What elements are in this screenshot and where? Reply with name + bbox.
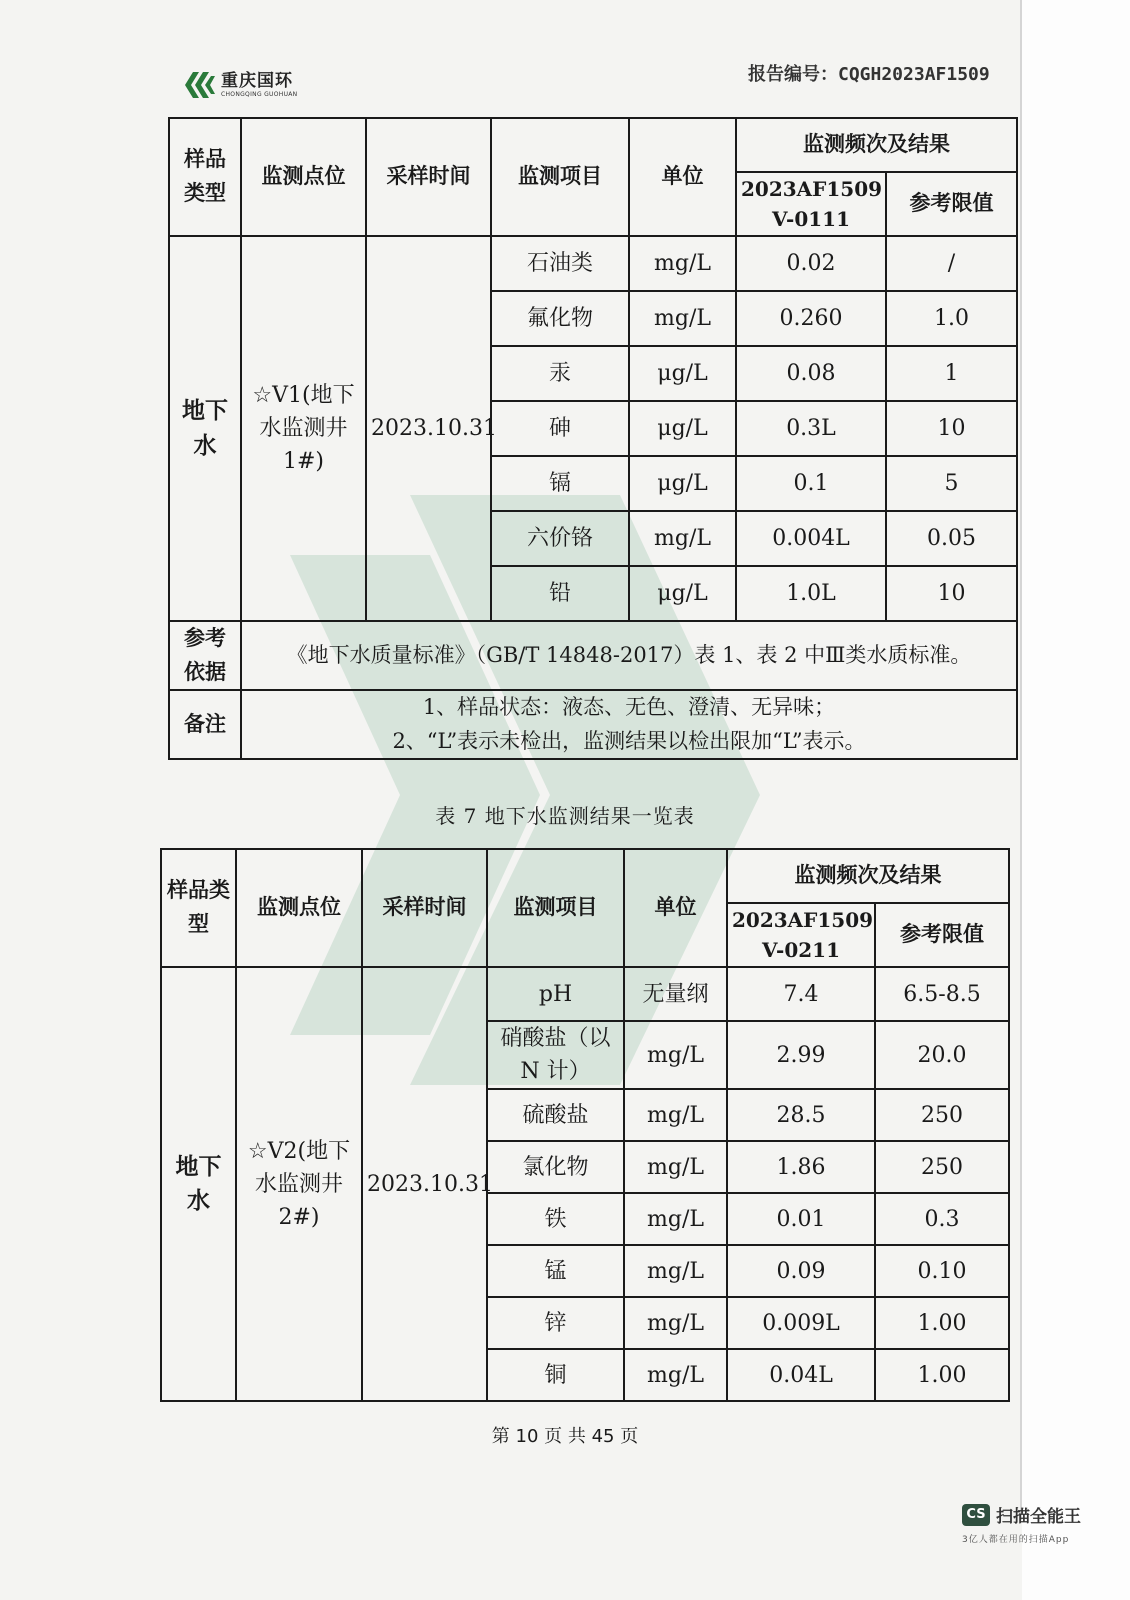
value-cell: 0.09 [727, 1245, 875, 1297]
item-cell: 铁 [487, 1193, 624, 1245]
remark-text [241, 690, 1017, 759]
item-cell: 锰 [487, 1245, 624, 1297]
unit-cell: mg/L [624, 1349, 727, 1401]
location-cell: ☆V2(地下水监测井2#) [236, 967, 362, 1401]
value-cell: 0.08 [736, 346, 886, 401]
scanner-watermark [962, 1502, 1081, 1527]
item-cell: 锌 [487, 1297, 624, 1349]
header-sample-type: 样品类型 [169, 118, 241, 236]
header-location: 监测点位 [241, 118, 366, 236]
item-cell: pH [487, 967, 624, 1021]
table-caption: 表 7 地下水监测结果一览表 [435, 804, 695, 828]
value-cell: 0.1 [736, 456, 886, 511]
header-item: 监测项目 [487, 849, 624, 967]
report-number-label: 报告编号： [748, 64, 838, 85]
item-cell: 汞 [491, 346, 629, 401]
unit-cell: mg/L [629, 511, 736, 566]
unit-cell: μg/L [629, 346, 736, 401]
unit-cell: mg/L [624, 1245, 727, 1297]
results-table-2 [160, 848, 1010, 1402]
limit-cell: 1.00 [875, 1349, 1009, 1401]
value-cell: 0.009L [727, 1297, 875, 1349]
limit-cell: 250 [875, 1089, 1009, 1141]
limit-cell: 0.3 [875, 1193, 1009, 1245]
company-logo [185, 72, 297, 98]
report-number-value: CQGH2023AF1509 [838, 64, 990, 85]
limit-cell: 6.5-8.5 [875, 967, 1009, 1021]
unit-cell: mg/L [629, 236, 736, 291]
limit-cell: 20.0 [875, 1021, 1009, 1089]
value-cell: 1.86 [727, 1141, 875, 1193]
header-sample-id: 2023AF1509 V-0211 [727, 903, 875, 967]
sample-type-cell: 地下水 [169, 236, 241, 621]
item-cell: 铜 [487, 1349, 624, 1401]
header-limit: 参考限值 [875, 903, 1009, 967]
value-cell: 0.3L [736, 401, 886, 456]
unit-cell: mg/L [624, 1193, 727, 1245]
results-table-1 [168, 117, 1018, 760]
sample-type-cell: 地下水 [161, 967, 236, 1401]
limit-cell: 10 [886, 401, 1017, 456]
limit-cell: 0.05 [886, 511, 1017, 566]
company-logo-icon [185, 72, 215, 98]
remark-line-1: 1、样品状态：液态、无色、澄清、无异味； [422, 695, 836, 720]
item-cell: 镉 [491, 456, 629, 511]
item-cell: 石油类 [491, 236, 629, 291]
unit-cell: mg/L [624, 1089, 727, 1141]
page-number: 第 10 页 共 45 页 [491, 1426, 639, 1447]
basis-label: 参考依据 [169, 621, 241, 690]
header-sample-id: 2023AF1509 V-0111 [736, 172, 886, 236]
header-location: 监测点位 [236, 849, 362, 967]
header-time: 采样时间 [366, 118, 491, 236]
logo-en-text: CHONGQING GUOHUAN [221, 90, 298, 98]
value-cell: 7.4 [727, 967, 875, 1021]
scanner-app-name: 扫描全能王 [996, 1507, 1081, 1527]
header-results: 监测频次及结果 [736, 118, 1017, 172]
item-cell: 氟化物 [491, 291, 629, 346]
remark-line-2: 2、“L”表示未检出，监测结果以检出限加“L”表示。 [392, 728, 866, 753]
value-cell: 1.0L [736, 566, 886, 621]
value-cell: 28.5 [727, 1089, 875, 1141]
value-cell: 0.04L [727, 1349, 875, 1401]
basis-text: 《地下水质量标准》（GB/T 14848-2017）表 1、表 2 中Ⅲ类水质标准。 [241, 621, 1017, 690]
header-results: 监测频次及结果 [727, 849, 1009, 903]
limit-cell: 1.0 [886, 291, 1017, 346]
limit-cell: 0.10 [875, 1245, 1009, 1297]
limit-cell: 10 [886, 566, 1017, 621]
limit-cell: 1.00 [875, 1297, 1009, 1349]
item-cell: 六价铬 [491, 511, 629, 566]
unit-cell: 无量纲 [624, 967, 727, 1021]
limit-cell: 1 [886, 346, 1017, 401]
header-unit: 单位 [624, 849, 727, 967]
value-cell: 0.004L [736, 511, 886, 566]
location-cell: ☆V1(地下水监测井1#) [241, 236, 366, 621]
header-time: 采样时间 [362, 849, 487, 967]
camscanner-icon: CS [962, 1504, 990, 1526]
value-cell: 0.02 [736, 236, 886, 291]
unit-cell: μg/L [629, 456, 736, 511]
unit-cell: mg/L [624, 1021, 727, 1089]
time-cell: 2023.10.31 [366, 236, 491, 621]
unit-cell: mg/L [624, 1297, 727, 1349]
report-number [748, 60, 990, 86]
value-cell: 0.01 [727, 1193, 875, 1245]
limit-cell: 5 [886, 456, 1017, 511]
unit-cell: μg/L [629, 566, 736, 621]
item-cell: 氯化物 [487, 1141, 624, 1193]
header-item: 监测项目 [491, 118, 629, 236]
value-cell: 0.260 [736, 291, 886, 346]
limit-cell: 250 [875, 1141, 1009, 1193]
item-cell: 硫酸盐 [487, 1089, 624, 1141]
item-cell: 砷 [491, 401, 629, 456]
time-cell: 2023.10.31 [362, 967, 487, 1401]
remark-label: 备注 [169, 690, 241, 759]
item-cell: 硝酸盐（以 N 计） [487, 1021, 624, 1089]
item-cell: 铅 [491, 566, 629, 621]
header-sample-type: 样品类型 [161, 849, 236, 967]
unit-cell: mg/L [624, 1141, 727, 1193]
unit-cell: mg/L [629, 291, 736, 346]
value-cell: 2.99 [727, 1021, 875, 1089]
logo-cn-text: 重庆国环 [221, 70, 293, 91]
unit-cell: μg/L [629, 401, 736, 456]
limit-cell: / [886, 236, 1017, 291]
header-limit: 参考限值 [886, 172, 1017, 236]
header-unit: 单位 [629, 118, 736, 236]
scanner-tagline: 3亿人都在用的扫描App [962, 1535, 1070, 1545]
